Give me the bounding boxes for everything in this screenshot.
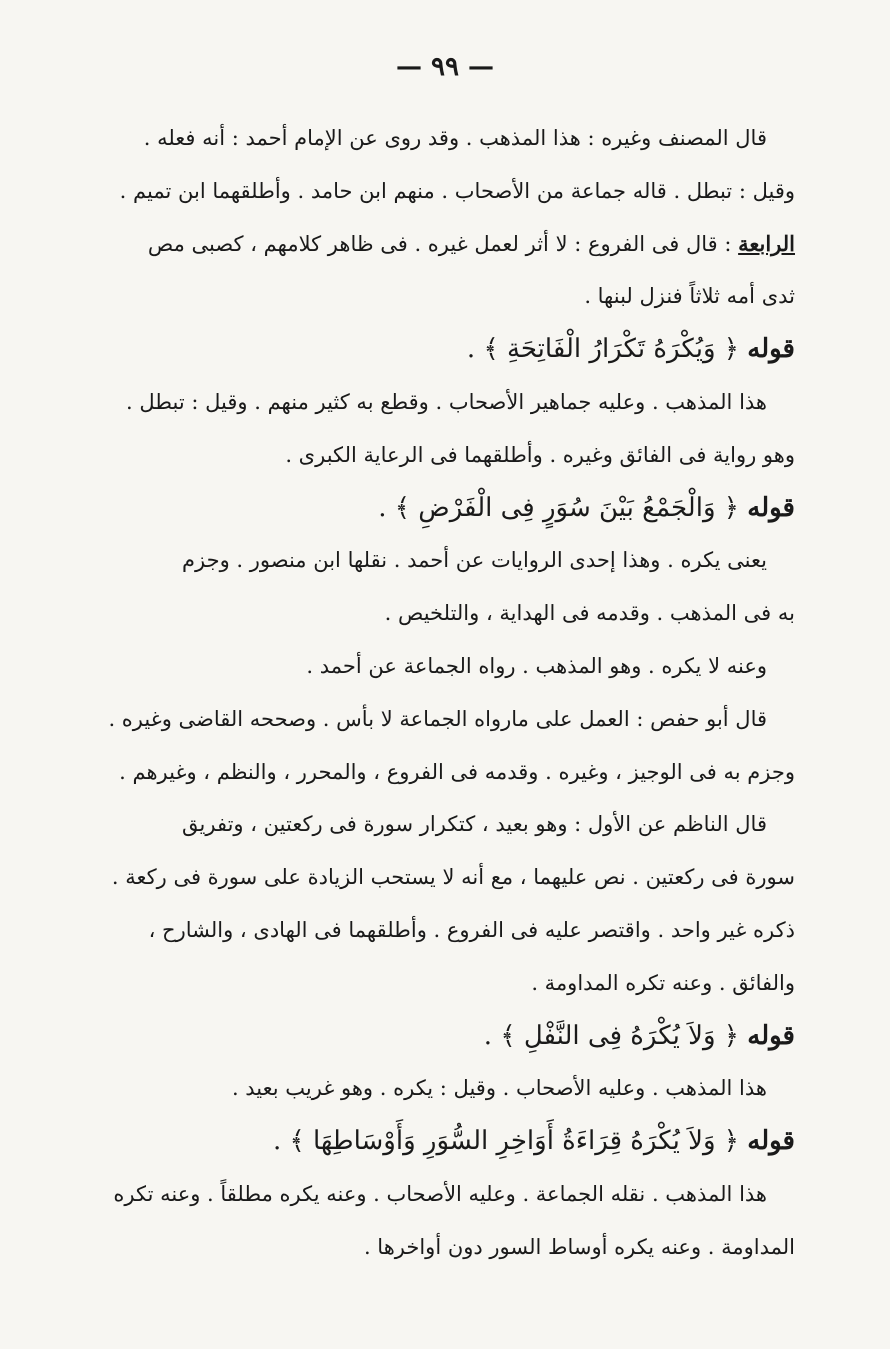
text-line: هذا المذهب . وعليه الأصحاب . وقيل : يكره . وهو غريب بعيد . (231, 1076, 767, 1101)
heading-keyword: قوله (747, 1126, 795, 1157)
term-label: الرابعة (738, 230, 795, 256)
text-line: وعنه لا يكره . وهو المذهب . رواه الجماعة عن أحمد . (306, 653, 767, 678)
text-line: وجزم به فى الوجيز ، وغيره . وقدمه فى الفروع ، والمحرر ، والنظم ، وغيرهم . (119, 759, 795, 784)
text-body (95, 112, 795, 1274)
section-heading (95, 482, 795, 535)
section-heading (95, 1010, 795, 1063)
quoted-text: ﴿ وَلاَ يُكْرَهُ فِى النَّفْلِ ﴾ . (483, 1020, 748, 1051)
text-line: هذا المذهب . نقله الجماعة . وعليه الأصحاب . وعنه يكره مطلقاً . وعنه تكره (113, 1181, 767, 1206)
heading-keyword: قوله (747, 492, 795, 523)
text-line: وهو رواية فى الفائق وغيره . وأطلقهما فى الرعاية الكبرى . (285, 442, 795, 467)
text-line: المداومة . وعنه يكره أوساط السور دون أواخرها . (363, 1234, 795, 1259)
text-line: ثدى أمه ثلاثاً فنزل لبنها . (584, 284, 795, 309)
text-line: هذا المذهب . وعليه جماهير الأصحاب . وقطع به كثير منهم . وقيل : تبطل . (126, 389, 767, 414)
text-line: قال الناظم عن الأول : وهو بعيد ، كتكرار سورة فى ركعتين ، وتفريق (182, 812, 767, 837)
text-line: وقيل : تبطل . قاله جماعة من الأصحاب . منهم ابن حامد . وأطلقهما ابن تميم . (119, 178, 795, 203)
text-line: ذكره غير واحد . واقتصر عليه فى الفروع . وأطلقهما فى الهادى ، والشارح ، (148, 917, 795, 942)
quoted-text: ﴿ وَالْجَمْعُ بَيْنَ سُوَرٍ فِى الْفَرْضِ ﴾ . (378, 492, 748, 523)
text-line (95, 218, 795, 271)
text-line: قال أبو حفص : العمل على مارواه الجماعة لا بأس . وصححه القاضى وغيره . (108, 706, 767, 731)
heading-keyword: قوله (747, 334, 795, 365)
text-line: به فى المذهب . وقدمه فى الهداية ، والتلخيص . (384, 601, 795, 626)
quoted-text: ﴿ وَلاَ يُكْرَهُ قِرَاءَةُ أَوَاخِرِ السُّوَرِ وَأَوْسَاطِهَا ﴾ . (272, 1126, 748, 1157)
heading-keyword: قوله (747, 1020, 795, 1051)
quoted-text: ﴿ وَيُكْرَهُ تَكْرَارُ الْفَاتِحَةِ ﴾ . (466, 334, 748, 365)
section-heading (95, 323, 795, 376)
text-line: سورة فى ركعتين . نص عليهما ، مع أنه لا يستحب الزيادة على سورة فى ركعة . (111, 865, 795, 890)
page-number: — ٩٩ — (395, 52, 495, 82)
text-line: والفائق . وعنه تكره المداومة . (531, 970, 795, 995)
text-line: يعنى يكره . وهذا إحدى الروايات عن أحمد . نقلها ابن منصور . وجزم (182, 548, 767, 573)
line-text: : قال فى الفروع : لا أثر لعمل غيره . فى ظاهر كلامهم ، كصبى مص (147, 231, 739, 256)
section-heading (95, 1115, 795, 1168)
text-line: قال المصنف وغيره : هذا المذهب . وقد روى عن الإمام أحمد : أنه فعله . (143, 126, 767, 150)
